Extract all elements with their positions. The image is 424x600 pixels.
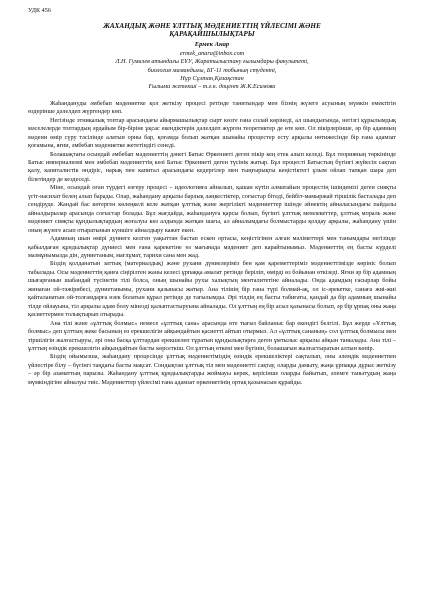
body-paragraph: Болашақтағы осындай әмбебап мәдениеттің дәнегі Батыс Өркениеті деген пікір кең етек алып келеді. Бұл теорияның төркінінде Батыс империализмі мен әмбебап мәдениеттің көзі Батыс Өркениеті деген түсінік жатыр. Бұл процесті Батыстың бүгінгі жүйесін сақтап қалу, капиталистік өндіріс, нарық пен капитал арасындағы кедергілер мен тыңғырықты кеңістіктегі ұлым ойлап тапқан шара деп білетіндер де кездеседі.	[28, 150, 396, 183]
author-supervisor: Ғылыми жетекші – т.ғ.к. доцент Ж.К.Есимова	[148, 83, 276, 91]
body-paragraph: Міне, осындай оған түрдегі өзгеру процесі – идеологияға айналып, қашан күтіп алматайын процестің ішіндемізі деген сияқты үгіт-насихат белең алып барады. Олар, жаһандану арқылы барлық лаңкестіктер, соғыстар бітеді, бейбіт-мамыржай тіршілік басталады деп сендіруде. Жандай бас көтерген көлеңкелі келе жатқан ұлттық және жергілікті мәдениеттер ішінде әйнектің айналасындағы пайдалы айналдырылар арасында соғыстар болады. Бұл жағдайда, жаһандануға қарсы болып, бүгінгі ұлттық мемлекеттер, ұлттық мораль және мәдениет сияқты құндылықтардың жоғалуы көз алдында жатқан шағы, ал айналымдағы болмыстарды қолдау арқылы, жаһандану үшін оның жүзеге асып отыратынын күншіге айналдыру кажет екен.	[28, 184, 396, 234]
body-paragraph: Біздің ойымызша, жаһандану процесінде ұлттық мәдениетіміздің өзіндік ерекшеліктері сақталып, оны әлемдік мәдениетпен үйлестіре білу – бүгінгі таңдағы басты мақсат. Сондықтан ұлттық тіл мен мәдениетті сақтау, оларды дамыту, жаңа ұрпаққа дұрыс жеткізу – әр бір азаматтың парызы. Жаһандану ұлттық құндылықтарды жоймауы керек, керісінше оларды байытып, әлемге танытудың жаңа мүмкіндігіне айналуы тиіс. Мәдениеттер үйлесімі ғана адамзат өркениетінің ортақ қазынасын құрайды.	[28, 353, 396, 386]
title-line: ЖАХАНДЫҚ ЖӘНЕ ҰЛТТЫҚ МӘДЕНИЕТТІҢ ҮЙЛЕСІМІ ЖӘНЕ	[103, 21, 321, 30]
body-paragraph: Біздің қолданатын заттық (материалдық) және рухани дүниелеріміз бен қам қареметтеріміз мәдениеттімізде көрініс болып табылады. Осы мәдениеттің қанға сіңірілген жаны келесі ұрпаққа амалат ретінде беріліп, өмірді өз бойынан өткізеді. Яғни әр бір адамның шығарғанын шабандай түсінетін тілі болса, оның шынайы рухы халықтың менталитетіне айналады. Онда адамдың ғасырлар бойы жинаған ой-тәжірибесі, дүниетанымы, рухани қазынасы жатыр. Ана тілінің бір ғана түрі болмай-ақ, ол іс-әрекетке, санаға жиі-жиі қайталанатын ой-толғамдарға өзек болатын құрал ретінде де тағылымды. Әрі тілдің ең басты табиғаты, қандай да бір адамның шынайы тілде ойлауына, тіл арқылы адам болу мінезді қалыптастыруына айналады. Ол ұлттың ең бір асыл қазынасы болып, әр бір ұрпақ оны жаңа қасиеттермен толықтырып отырады.	[28, 260, 396, 319]
author-program: биология мамандығы, БГ-11 тобының студенті,	[147, 66, 277, 74]
article-title	[28, 22, 396, 39]
body-paragraph: Адамның шын өмірі дүниеге келген уақыттан бастап ескен ортасы, кеңістігінен алған мәліметтері мен танымдары негізінде қабылдаған құндылықтар дүниесі мен ғана қарекетіне өз мағынада мәдениет деп карайтынымыз. Мәдениеттің ең басты күрделі мазмұнымызда дін, дүниетаным, мағлұмат, тарихи сана мен жад.	[28, 235, 396, 259]
author-email: ermek_anara@inbox.com	[179, 49, 245, 57]
author-name: Ермек Анар	[194, 41, 230, 49]
body-paragraph: Ана тілі және «ұлттық болмыс» немесе «ұлттық сана» арасында өте тығыз байланыс бар екендігі белгілі. Бұл жерде «Ұлттық болмыс» деп ұлттың жеке басының өз ерекшелігін айқындайтын қасиетті айтып отырмыз. Ал «ұлттық сананың» сол ұлттық болмысы мен тіршілігін жалғастыруы, әрі оны басқа ұлттардан ерекшелеп тұратын құндылықтарға деген ұмтылыс арқылы айқын танылады. Ана тілі – ұлттың өзіндік ерекшелігін айқындайтын басты көрсеткіш. Ол ұлттың өткені мен бүгінін, болашағын жалғастыратын алтын көпір.	[28, 319, 396, 352]
body-paragraph: Негізінде этникалық топтар арасындағы айырмашылықтар сырт көзге ғана солай көрінеді, ал шындығында, негізгі құрылымдық мәселелерде топтардың әрдайым бір-біріне ұқсас екендіктерін дәлелдеп жүрген теоретиктер де өте көп. Ол пікірлерінше, әр бір адамның мәдени өмір сүру тәсілінде алатын орны бар, қоғамда болып жатқан шынайы процестер есту арқылы нөтижесінде бір ғана адамзат қоғамына, яғни, әмбебап мәдениетке жететіндігі сенеді.	[28, 116, 396, 150]
article-body	[28, 100, 396, 387]
body-paragraph: Жаһандануды әмбебап мәдениетке қол жеткізу процесі ретінде танитындар мен бізнің жүзеге асуының мүмкін емектігін өздерінше дәлелдеп жүргендер көп.	[28, 99, 396, 116]
author-affiliation: Л.Н. Гумилев атындағы ЕҰУ, Жаратылыстану ғылымдары факультеті,	[115, 58, 309, 66]
author-location: Нұр Сұлтан,Қазақстан	[180, 75, 244, 83]
title-line: ҚАРАҚАЙШЫЛЫҚТАРЫ	[169, 29, 255, 38]
udk-code: УДК 456	[28, 7, 51, 14]
